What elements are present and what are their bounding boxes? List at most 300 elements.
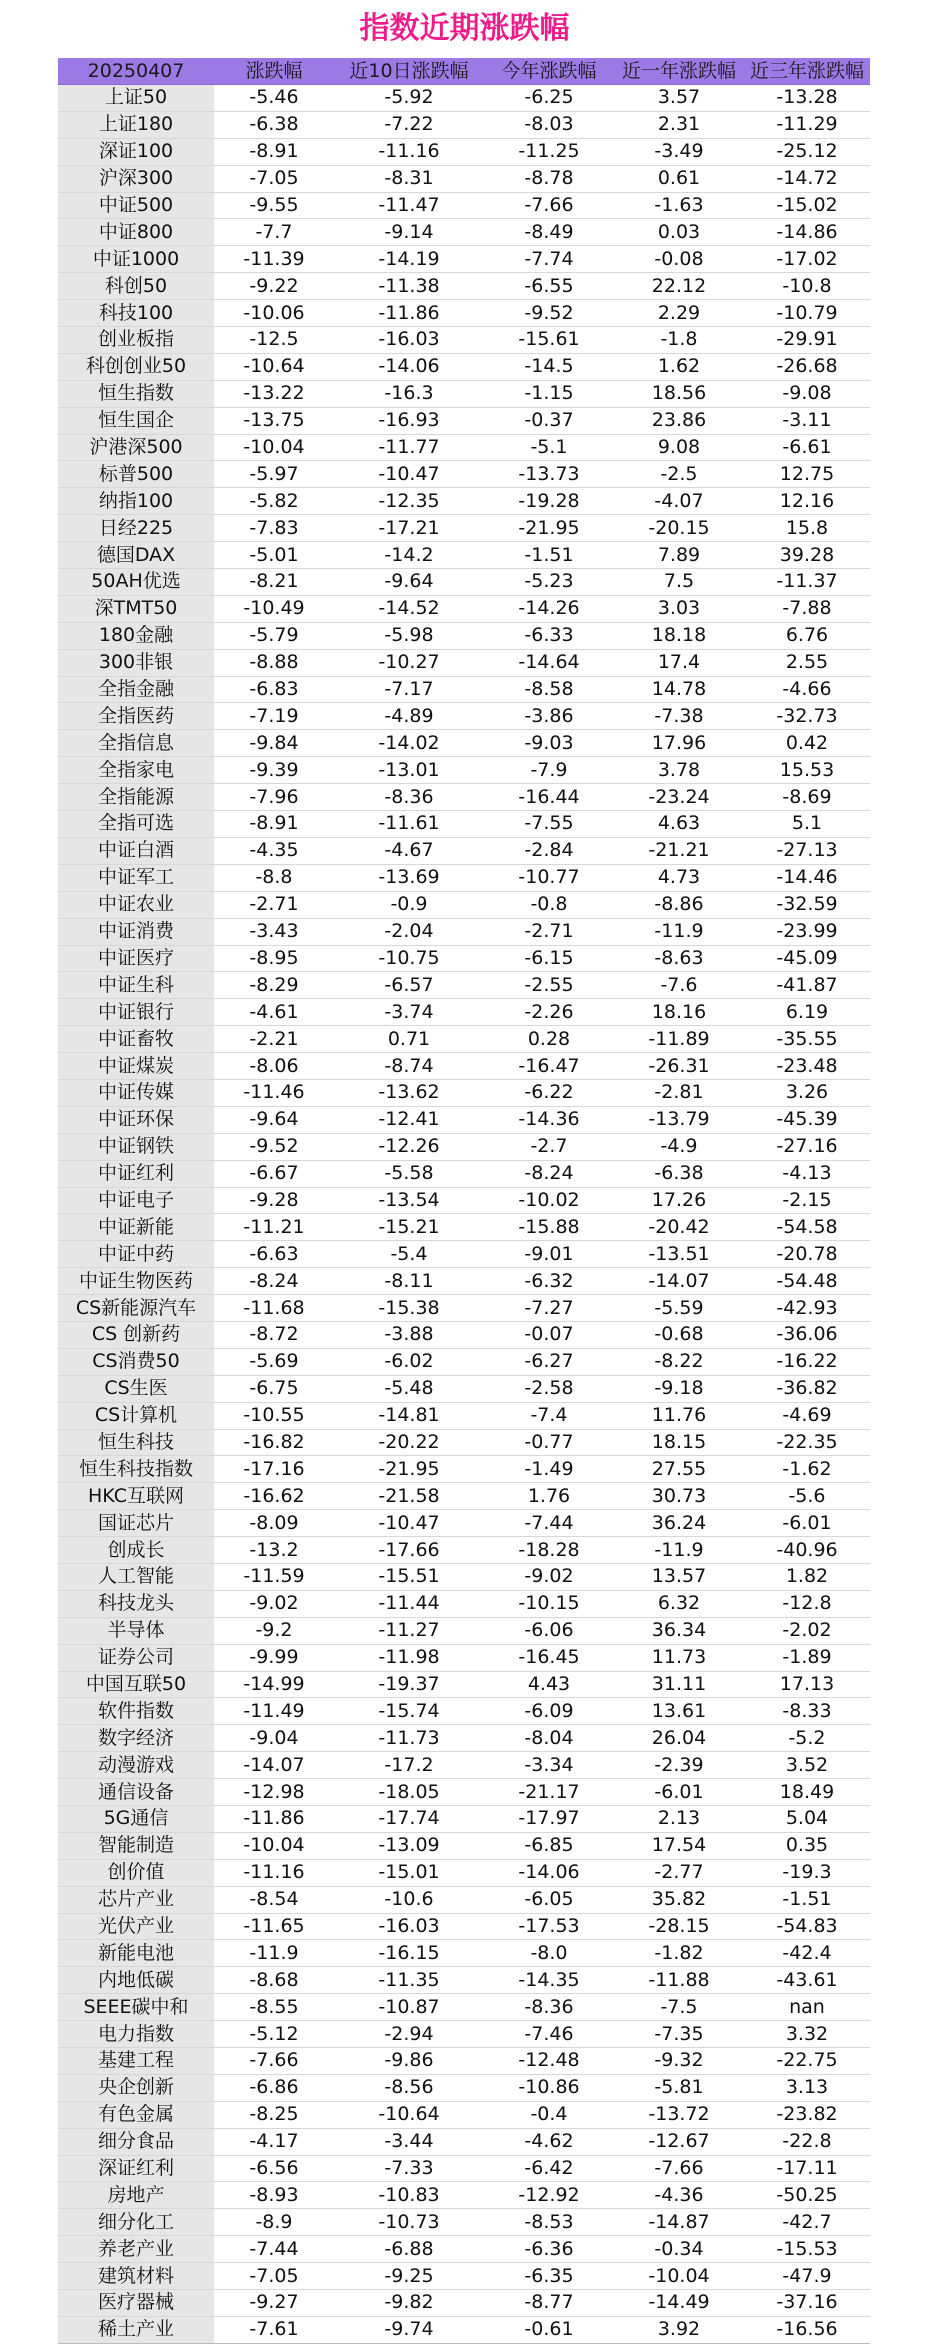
daily-change-cell: -4.17 (214, 2128, 334, 2155)
one-year-change-cell: 18.15 (614, 1429, 744, 1456)
index-name-cell: 上证180 (58, 111, 214, 138)
ytd-change-cell: -2.58 (484, 1375, 614, 1402)
one-year-change-cell: -26.31 (614, 1053, 744, 1080)
ytd-change-cell: -12.48 (484, 2048, 614, 2075)
three-year-change-cell: -41.87 (744, 972, 870, 999)
ten-day-change-cell: -13.62 (334, 1079, 484, 1106)
ten-day-change-cell: -8.36 (334, 784, 484, 811)
table-row (58, 569, 870, 596)
index-name-cell: 房地产 (58, 2182, 214, 2209)
three-year-change-cell: 12.75 (744, 461, 870, 488)
one-year-change-cell: 22.12 (614, 273, 744, 300)
one-year-change-cell: -1.8 (614, 327, 744, 354)
one-year-change-cell: -1.82 (614, 1940, 744, 1967)
ten-day-change-cell: -11.77 (334, 434, 484, 461)
index-name-cell: 数字经济 (58, 1725, 214, 1752)
daily-change-cell: -8.9 (214, 2209, 334, 2236)
daily-change-cell: -2.71 (214, 891, 334, 918)
three-year-change-cell: -25.12 (744, 138, 870, 165)
three-year-change-cell: -23.82 (744, 2101, 870, 2128)
three-year-change-cell: -13.28 (744, 85, 870, 112)
three-year-change-cell: 3.52 (744, 1752, 870, 1779)
index-name-cell: 软件指数 (58, 1698, 214, 1725)
index-name-cell: 纳指100 (58, 488, 214, 515)
ten-day-change-cell: -17.66 (334, 1537, 484, 1564)
ytd-change-cell: -7.55 (484, 811, 614, 838)
ytd-change-cell: -0.61 (484, 2316, 614, 2343)
table-row (58, 1429, 870, 1456)
table-row (58, 2263, 870, 2290)
ten-day-change-cell: -6.57 (334, 972, 484, 999)
three-year-change-cell: -2.15 (744, 1187, 870, 1214)
table-row (58, 837, 870, 864)
index-name-cell: CS计算机 (58, 1402, 214, 1429)
one-year-change-cell: -11.89 (614, 1026, 744, 1053)
three-year-change-cell: -27.16 (744, 1133, 870, 1160)
one-year-change-cell: 13.57 (614, 1563, 744, 1590)
daily-change-cell: -11.59 (214, 1563, 334, 1590)
table-row (58, 649, 870, 676)
daily-change-cell: -14.99 (214, 1671, 334, 1698)
three-year-change-cell: -15.53 (744, 2236, 870, 2263)
daily-change-cell: -8.93 (214, 2182, 334, 2209)
three-year-change-cell: -16.22 (744, 1348, 870, 1375)
table-row (58, 864, 870, 891)
table-header (58, 58, 870, 85)
ten-day-change-cell: -11.44 (334, 1590, 484, 1617)
table-row (58, 300, 870, 327)
ytd-change-cell: -14.06 (484, 1859, 614, 1886)
ytd-change-cell: -6.27 (484, 1348, 614, 1375)
index-name-cell: 中证军工 (58, 864, 214, 891)
ytd-change-cell: -10.15 (484, 1590, 614, 1617)
index-name-cell: 德国DAX (58, 542, 214, 569)
table-row (58, 595, 870, 622)
one-year-change-cell: 3.57 (614, 85, 744, 112)
one-year-change-cell: 3.03 (614, 595, 744, 622)
daily-change-cell: -11.68 (214, 1295, 334, 1322)
ten-day-change-cell: -11.61 (334, 811, 484, 838)
table-row (58, 1913, 870, 1940)
table-row (58, 1994, 870, 2021)
ten-day-change-cell: -13.69 (334, 864, 484, 891)
table-row (58, 85, 870, 112)
three-year-change-cell: -36.82 (744, 1375, 870, 1402)
ytd-change-cell: -2.7 (484, 1133, 614, 1160)
ten-day-change-cell: -7.22 (334, 111, 484, 138)
table-row (58, 2182, 870, 2209)
ten-day-change-cell: -8.74 (334, 1053, 484, 1080)
table-row (58, 1026, 870, 1053)
ytd-change-cell: -8.77 (484, 2290, 614, 2317)
daily-change-cell: -9.55 (214, 192, 334, 219)
ytd-change-cell: -7.74 (484, 246, 614, 273)
index-name-cell: 光伏产业 (58, 1913, 214, 1940)
ten-day-change-cell: -18.05 (334, 1779, 484, 1806)
table-row (58, 1106, 870, 1133)
ytd-change-cell: -19.28 (484, 488, 614, 515)
index-name-cell: 中证500 (58, 192, 214, 219)
index-name-cell: 标普500 (58, 461, 214, 488)
three-year-change-cell: -40.96 (744, 1537, 870, 1564)
header-1year-change: 近一年涨跌幅 (614, 58, 744, 85)
daily-change-cell: -3.43 (214, 918, 334, 945)
three-year-change-cell: -11.29 (744, 111, 870, 138)
ytd-change-cell: -0.77 (484, 1429, 614, 1456)
one-year-change-cell: -2.39 (614, 1752, 744, 1779)
index-name-cell: 细分化工 (58, 2209, 214, 2236)
three-year-change-cell: 1.82 (744, 1563, 870, 1590)
one-year-change-cell: -3.49 (614, 138, 744, 165)
three-year-change-cell: -36.06 (744, 1321, 870, 1348)
ytd-change-cell: -6.06 (484, 1617, 614, 1644)
daily-change-cell: -9.28 (214, 1187, 334, 1214)
daily-change-cell: -7.96 (214, 784, 334, 811)
header-date: 20250407 (58, 58, 214, 85)
daily-change-cell: -5.12 (214, 2021, 334, 2048)
ten-day-change-cell: -15.74 (334, 1698, 484, 1725)
table-row (58, 2048, 870, 2075)
three-year-change-cell: -29.91 (744, 327, 870, 354)
index-name-cell: 中国互联50 (58, 1671, 214, 1698)
ytd-change-cell: -14.26 (484, 595, 614, 622)
ten-day-change-cell: -9.64 (334, 569, 484, 596)
table-row (58, 192, 870, 219)
table-row (58, 138, 870, 165)
index-name-cell: 中证畜牧 (58, 1026, 214, 1053)
three-year-change-cell: -19.3 (744, 1859, 870, 1886)
daily-change-cell: -10.04 (214, 434, 334, 461)
index-name-cell: 恒生国企 (58, 407, 214, 434)
ten-day-change-cell: -16.03 (334, 1913, 484, 1940)
table-row (58, 2236, 870, 2263)
daily-change-cell: -10.04 (214, 1832, 334, 1859)
one-year-change-cell: -6.38 (614, 1160, 744, 1187)
ytd-change-cell: -8.36 (484, 1994, 614, 2021)
three-year-change-cell: -20.78 (744, 1241, 870, 1268)
ten-day-change-cell: -13.09 (334, 1832, 484, 1859)
table-row (58, 380, 870, 407)
index-name-cell: 中证医疗 (58, 945, 214, 972)
daily-change-cell: -11.39 (214, 246, 334, 273)
table-row (58, 1295, 870, 1322)
daily-change-cell: -4.61 (214, 999, 334, 1026)
table-row (58, 515, 870, 542)
table-row (58, 1402, 870, 1429)
daily-change-cell: -10.49 (214, 595, 334, 622)
ten-day-change-cell: -21.58 (334, 1483, 484, 1510)
table-row (58, 1590, 870, 1617)
table-row (58, 1725, 870, 1752)
three-year-change-cell: 39.28 (744, 542, 870, 569)
table-row (58, 757, 870, 784)
three-year-change-cell: -4.13 (744, 1160, 870, 1187)
one-year-change-cell: -11.9 (614, 1537, 744, 1564)
ten-day-change-cell: -5.92 (334, 85, 484, 112)
three-year-change-cell: -1.51 (744, 1886, 870, 1913)
one-year-change-cell: -5.59 (614, 1295, 744, 1322)
index-name-cell: 全指可选 (58, 811, 214, 838)
one-year-change-cell: -4.36 (614, 2182, 744, 2209)
table-row (58, 1053, 870, 1080)
table-row (58, 2021, 870, 2048)
one-year-change-cell: 17.26 (614, 1187, 744, 1214)
three-year-change-cell: -17.02 (744, 246, 870, 273)
three-year-change-cell: -14.72 (744, 165, 870, 192)
index-name-cell: 恒生指数 (58, 380, 214, 407)
ytd-change-cell: -8.03 (484, 111, 614, 138)
ten-day-change-cell: -11.16 (334, 138, 484, 165)
one-year-change-cell: -0.08 (614, 246, 744, 273)
three-year-change-cell: -4.69 (744, 1402, 870, 1429)
ten-day-change-cell: -4.89 (334, 703, 484, 730)
daily-change-cell: -12.98 (214, 1779, 334, 1806)
ytd-change-cell: -9.02 (484, 1563, 614, 1590)
one-year-change-cell: 9.08 (614, 434, 744, 461)
index-name-cell: 新能电池 (58, 1940, 214, 1967)
ten-day-change-cell: -16.15 (334, 1940, 484, 1967)
index-name-cell: 智能制造 (58, 1832, 214, 1859)
daily-change-cell: -11.86 (214, 1806, 334, 1833)
three-year-change-cell: -1.62 (744, 1456, 870, 1483)
ytd-change-cell: -3.86 (484, 703, 614, 730)
table-row (58, 1510, 870, 1537)
three-year-change-cell: 3.13 (744, 2074, 870, 2101)
index-name-cell: 沪港深500 (58, 434, 214, 461)
index-name-cell: 全指金融 (58, 676, 214, 703)
one-year-change-cell: 11.76 (614, 1402, 744, 1429)
ytd-change-cell: -4.62 (484, 2128, 614, 2155)
table-row (58, 2074, 870, 2101)
daily-change-cell: -6.67 (214, 1160, 334, 1187)
index-name-cell: 通信设备 (58, 1779, 214, 1806)
one-year-change-cell: 26.04 (614, 1725, 744, 1752)
ytd-change-cell: -8.0 (484, 1940, 614, 1967)
table-row (58, 1859, 870, 1886)
one-year-change-cell: -7.6 (614, 972, 744, 999)
ten-day-change-cell: -15.21 (334, 1214, 484, 1241)
one-year-change-cell: -7.35 (614, 2021, 744, 2048)
index-name-cell: 中证钢铁 (58, 1133, 214, 1160)
ten-day-change-cell: -3.74 (334, 999, 484, 1026)
ytd-change-cell: -16.47 (484, 1053, 614, 1080)
ytd-change-cell: -8.53 (484, 2209, 614, 2236)
three-year-change-cell: -42.93 (744, 1295, 870, 1322)
index-name-cell: 恒生科技 (58, 1429, 214, 1456)
ten-day-change-cell: -4.67 (334, 837, 484, 864)
one-year-change-cell: -11.88 (614, 1967, 744, 1994)
one-year-change-cell: -7.5 (614, 1994, 744, 2021)
table-row (58, 1967, 870, 1994)
ten-day-change-cell: -11.35 (334, 1967, 484, 1994)
three-year-change-cell: -8.33 (744, 1698, 870, 1725)
ten-day-change-cell: -16.03 (334, 327, 484, 354)
daily-change-cell: -7.66 (214, 2048, 334, 2075)
index-name-cell: CS生医 (58, 1375, 214, 1402)
daily-change-cell: -6.38 (214, 111, 334, 138)
daily-change-cell: -9.27 (214, 2290, 334, 2317)
ten-day-change-cell: -9.14 (334, 219, 484, 246)
index-name-cell: 中证生科 (58, 972, 214, 999)
one-year-change-cell: 18.18 (614, 622, 744, 649)
three-year-change-cell: 17.13 (744, 1671, 870, 1698)
table-row (58, 1241, 870, 1268)
one-year-change-cell: -2.5 (614, 461, 744, 488)
ten-day-change-cell: -10.6 (334, 1886, 484, 1913)
index-name-cell: 中证环保 (58, 1106, 214, 1133)
one-year-change-cell: -9.18 (614, 1375, 744, 1402)
ten-day-change-cell: -20.22 (334, 1429, 484, 1456)
ytd-change-cell: -9.03 (484, 730, 614, 757)
three-year-change-cell: -54.83 (744, 1913, 870, 1940)
ytd-change-cell: -0.4 (484, 2101, 614, 2128)
one-year-change-cell: -14.49 (614, 2290, 744, 2317)
index-name-cell: 半导体 (58, 1617, 214, 1644)
index-name-cell: 300非银 (58, 649, 214, 676)
ten-day-change-cell: -14.02 (334, 730, 484, 757)
one-year-change-cell: -13.79 (614, 1106, 744, 1133)
daily-change-cell: -8.25 (214, 2101, 334, 2128)
index-name-cell: 养老产业 (58, 2236, 214, 2263)
one-year-change-cell: 13.61 (614, 1698, 744, 1725)
index-name-cell: 央企创新 (58, 2074, 214, 2101)
ytd-change-cell: -7.46 (484, 2021, 614, 2048)
one-year-change-cell: 17.4 (614, 649, 744, 676)
ten-day-change-cell: -12.26 (334, 1133, 484, 1160)
ten-day-change-cell: -0.9 (334, 891, 484, 918)
one-year-change-cell: 36.24 (614, 1510, 744, 1537)
table-row (58, 1214, 870, 1241)
ten-day-change-cell: -12.35 (334, 488, 484, 515)
daily-change-cell: -8.21 (214, 569, 334, 596)
index-name-cell: 芯片产业 (58, 1886, 214, 1913)
one-year-change-cell: 35.82 (614, 1886, 744, 1913)
daily-change-cell: -9.39 (214, 757, 334, 784)
index-name-cell: 180金融 (58, 622, 214, 649)
daily-change-cell: -5.79 (214, 622, 334, 649)
daily-change-cell: -6.56 (214, 2155, 334, 2182)
table-row (58, 273, 870, 300)
three-year-change-cell: -14.46 (744, 864, 870, 891)
index-name-cell: HKC互联网 (58, 1483, 214, 1510)
one-year-change-cell: 11.73 (614, 1644, 744, 1671)
index-name-cell: 中证800 (58, 219, 214, 246)
one-year-change-cell: -8.63 (614, 945, 744, 972)
table-row (58, 1779, 870, 1806)
daily-change-cell: -16.82 (214, 1429, 334, 1456)
table-row (58, 2101, 870, 2128)
ytd-change-cell: -8.78 (484, 165, 614, 192)
table-row (58, 1563, 870, 1590)
ten-day-change-cell: -9.74 (334, 2316, 484, 2343)
ytd-change-cell: -9.01 (484, 1241, 614, 1268)
ten-day-change-cell: -17.21 (334, 515, 484, 542)
one-year-change-cell: 17.54 (614, 1832, 744, 1859)
ten-day-change-cell: -9.86 (334, 2048, 484, 2075)
table-row (58, 1832, 870, 1859)
one-year-change-cell: 18.56 (614, 380, 744, 407)
table-row (58, 1671, 870, 1698)
table-row (58, 1752, 870, 1779)
one-year-change-cell: 7.89 (614, 542, 744, 569)
daily-change-cell: -9.64 (214, 1106, 334, 1133)
ytd-change-cell: -17.97 (484, 1806, 614, 1833)
ten-day-change-cell: -11.47 (334, 192, 484, 219)
table-row (58, 972, 870, 999)
three-year-change-cell: -26.68 (744, 353, 870, 380)
three-year-change-cell: -5.2 (744, 1725, 870, 1752)
ytd-change-cell: -1.49 (484, 1456, 614, 1483)
ten-day-change-cell: -9.25 (334, 2263, 484, 2290)
three-year-change-cell: -42.4 (744, 1940, 870, 1967)
ytd-change-cell: -0.8 (484, 891, 614, 918)
ten-day-change-cell: -19.37 (334, 1671, 484, 1698)
table-row (58, 407, 870, 434)
table-row (58, 1537, 870, 1564)
daily-change-cell: -7.44 (214, 2236, 334, 2263)
three-year-change-cell: -2.02 (744, 1617, 870, 1644)
three-year-change-cell: -22.75 (744, 2048, 870, 2075)
ytd-change-cell: -17.53 (484, 1913, 614, 1940)
daily-change-cell: -5.01 (214, 542, 334, 569)
one-year-change-cell: 6.32 (614, 1590, 744, 1617)
three-year-change-cell: -47.9 (744, 2263, 870, 2290)
daily-change-cell: -5.69 (214, 1348, 334, 1375)
ten-day-change-cell: -14.06 (334, 353, 484, 380)
index-name-cell: 中证银行 (58, 999, 214, 1026)
daily-change-cell: -7.05 (214, 165, 334, 192)
ytd-change-cell: -6.33 (484, 622, 614, 649)
three-year-change-cell: -23.48 (744, 1053, 870, 1080)
table-row (58, 703, 870, 730)
ytd-change-cell: -9.52 (484, 300, 614, 327)
ten-day-change-cell: -10.73 (334, 2209, 484, 2236)
table-row (58, 945, 870, 972)
ten-day-change-cell: -3.44 (334, 2128, 484, 2155)
ten-day-change-cell: -5.4 (334, 1241, 484, 1268)
daily-change-cell: -7.19 (214, 703, 334, 730)
daily-change-cell: -9.04 (214, 1725, 334, 1752)
index-name-cell: CS新能源汽车 (58, 1295, 214, 1322)
index-name-cell: 中证中药 (58, 1241, 214, 1268)
one-year-change-cell: -4.9 (614, 1133, 744, 1160)
ytd-change-cell: -2.71 (484, 918, 614, 945)
ytd-change-cell: -1.51 (484, 542, 614, 569)
one-year-change-cell: 0.03 (614, 219, 744, 246)
daily-change-cell: -7.83 (214, 515, 334, 542)
daily-change-cell: -8.95 (214, 945, 334, 972)
ytd-change-cell: -6.05 (484, 1886, 614, 1913)
index-name-cell: 创成长 (58, 1537, 214, 1564)
daily-change-cell: -8.91 (214, 138, 334, 165)
ten-day-change-cell: -8.56 (334, 2074, 484, 2101)
ten-day-change-cell: -21.95 (334, 1456, 484, 1483)
daily-change-cell: -9.2 (214, 1617, 334, 1644)
daily-change-cell: -9.22 (214, 273, 334, 300)
one-year-change-cell: -9.32 (614, 2048, 744, 2075)
one-year-change-cell: -7.66 (614, 2155, 744, 2182)
ten-day-change-cell: -8.11 (334, 1268, 484, 1295)
table-row (58, 542, 870, 569)
table-body (58, 85, 870, 2344)
one-year-change-cell: 3.78 (614, 757, 744, 784)
ten-day-change-cell: -9.82 (334, 2290, 484, 2317)
ytd-change-cell: -14.36 (484, 1106, 614, 1133)
ten-day-change-cell: -10.83 (334, 2182, 484, 2209)
daily-change-cell: -8.68 (214, 1967, 334, 1994)
three-year-change-cell: 3.32 (744, 2021, 870, 2048)
ten-day-change-cell: -11.73 (334, 1725, 484, 1752)
